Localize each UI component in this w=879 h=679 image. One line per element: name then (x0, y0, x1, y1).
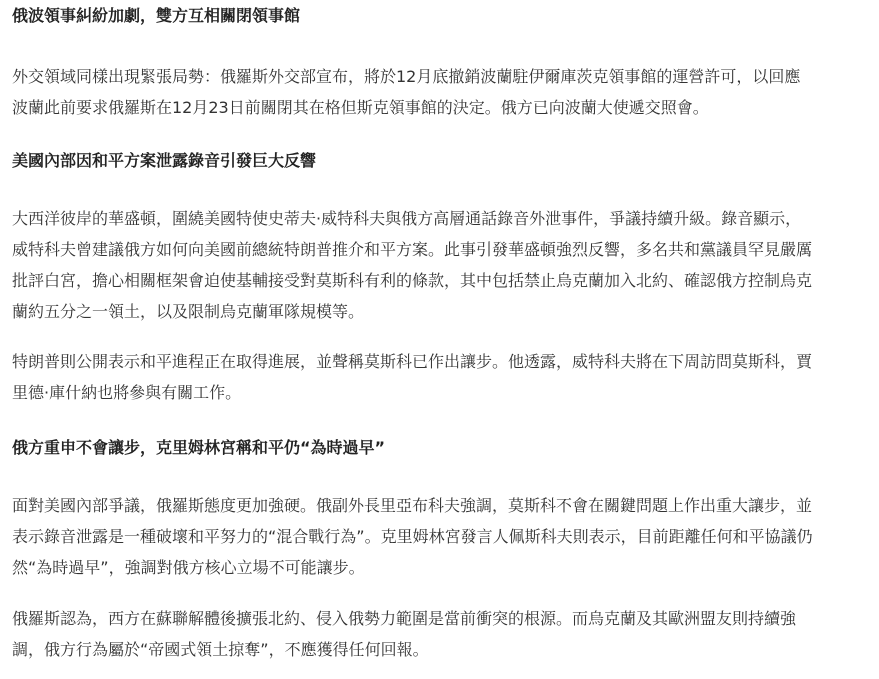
paragraph-line: 批評白宮，擔心相關框架會迫使基輔接受對莫斯科有利的條款，其中包括禁止烏克蘭加入北約、確認俄方控制烏克 (12, 271, 813, 290)
paragraph-line: 外交領域同樣出現緊張局勢：俄羅斯外交部宣布，將於12月底撤銷波蘭駐伊爾庫茨克領事館的運營許可，以回應 (12, 67, 801, 86)
paragraph-russia-hardline (12, 490, 872, 583)
paragraph-line: 大西洋彼岸的華盛頓，圍繞美國特使史蒂夫·威特科夫與俄方高層通話錄音外泄事件，爭議持續升級。錄音顯示， (12, 209, 802, 228)
paragraph-consulate (12, 61, 872, 123)
paragraph-line: 表示錄音泄露是一種破壞和平努力的“混合戰行為”。克里姆林宮發言人佩斯科夫則表示，目前距離任何和平協議仍 (12, 527, 813, 546)
paragraph-line: 里德·庫什納也將參與有關工作。 (12, 383, 242, 402)
paragraph-line: 蘭約五分之一領土，以及限制烏克蘭軍隊規模等。 (12, 302, 365, 321)
section-heading-us-reaction: 美國內部因和平方案泄露錄音引發巨大反響 (12, 151, 317, 170)
paragraph-trump-statement (12, 346, 872, 408)
paragraph-line: 調，俄方行為屬於“帝國式領土掠奪”，不應獲得任何回報。 (12, 640, 429, 659)
section-heading-consulate: 俄波領事糾紛加劇，雙方互相關閉領事館 (12, 6, 301, 25)
paragraph-line: 波蘭此前要求俄羅斯在12月23日前關閉其在格但斯克領事館的決定。俄方已向波蘭大使遞交照會。 (12, 98, 709, 117)
paragraph-root-causes (12, 603, 872, 665)
paragraph-line: 威特科夫曾建議俄方如何向美國前總統特朗普推介和平方案。此事引發華盛頓強烈反響，多名共和黨議員罕見嚴厲 (12, 240, 813, 259)
paragraph-recording-leak (12, 203, 872, 327)
paragraph-line: 俄羅斯認為，西方在蘇聯解體後擴張北約、侵入俄勢力範圍是當前衝突的根源。而烏克蘭及其歐洲盟友則持續強 (12, 609, 797, 628)
paragraph-line: 特朗普則公開表示和平進程正在取得進展，並聲稱莫斯科已作出讓步。他透露，威特科夫將在下周訪問莫斯科，賈 (12, 352, 813, 371)
paragraph-line: 面對美國內部爭議，俄羅斯態度更加強硬。俄副外長里亞布科夫強調，莫斯科不會在關鍵問題上作出重大讓步，並 (12, 496, 813, 515)
section-heading-russia-stance: 俄方重申不會讓步，克里姆林宮稱和平仍“為時過早” (12, 438, 386, 457)
paragraph-line: 然“為時過早”，強調對俄方核心立場不可能讓步。 (12, 558, 365, 577)
